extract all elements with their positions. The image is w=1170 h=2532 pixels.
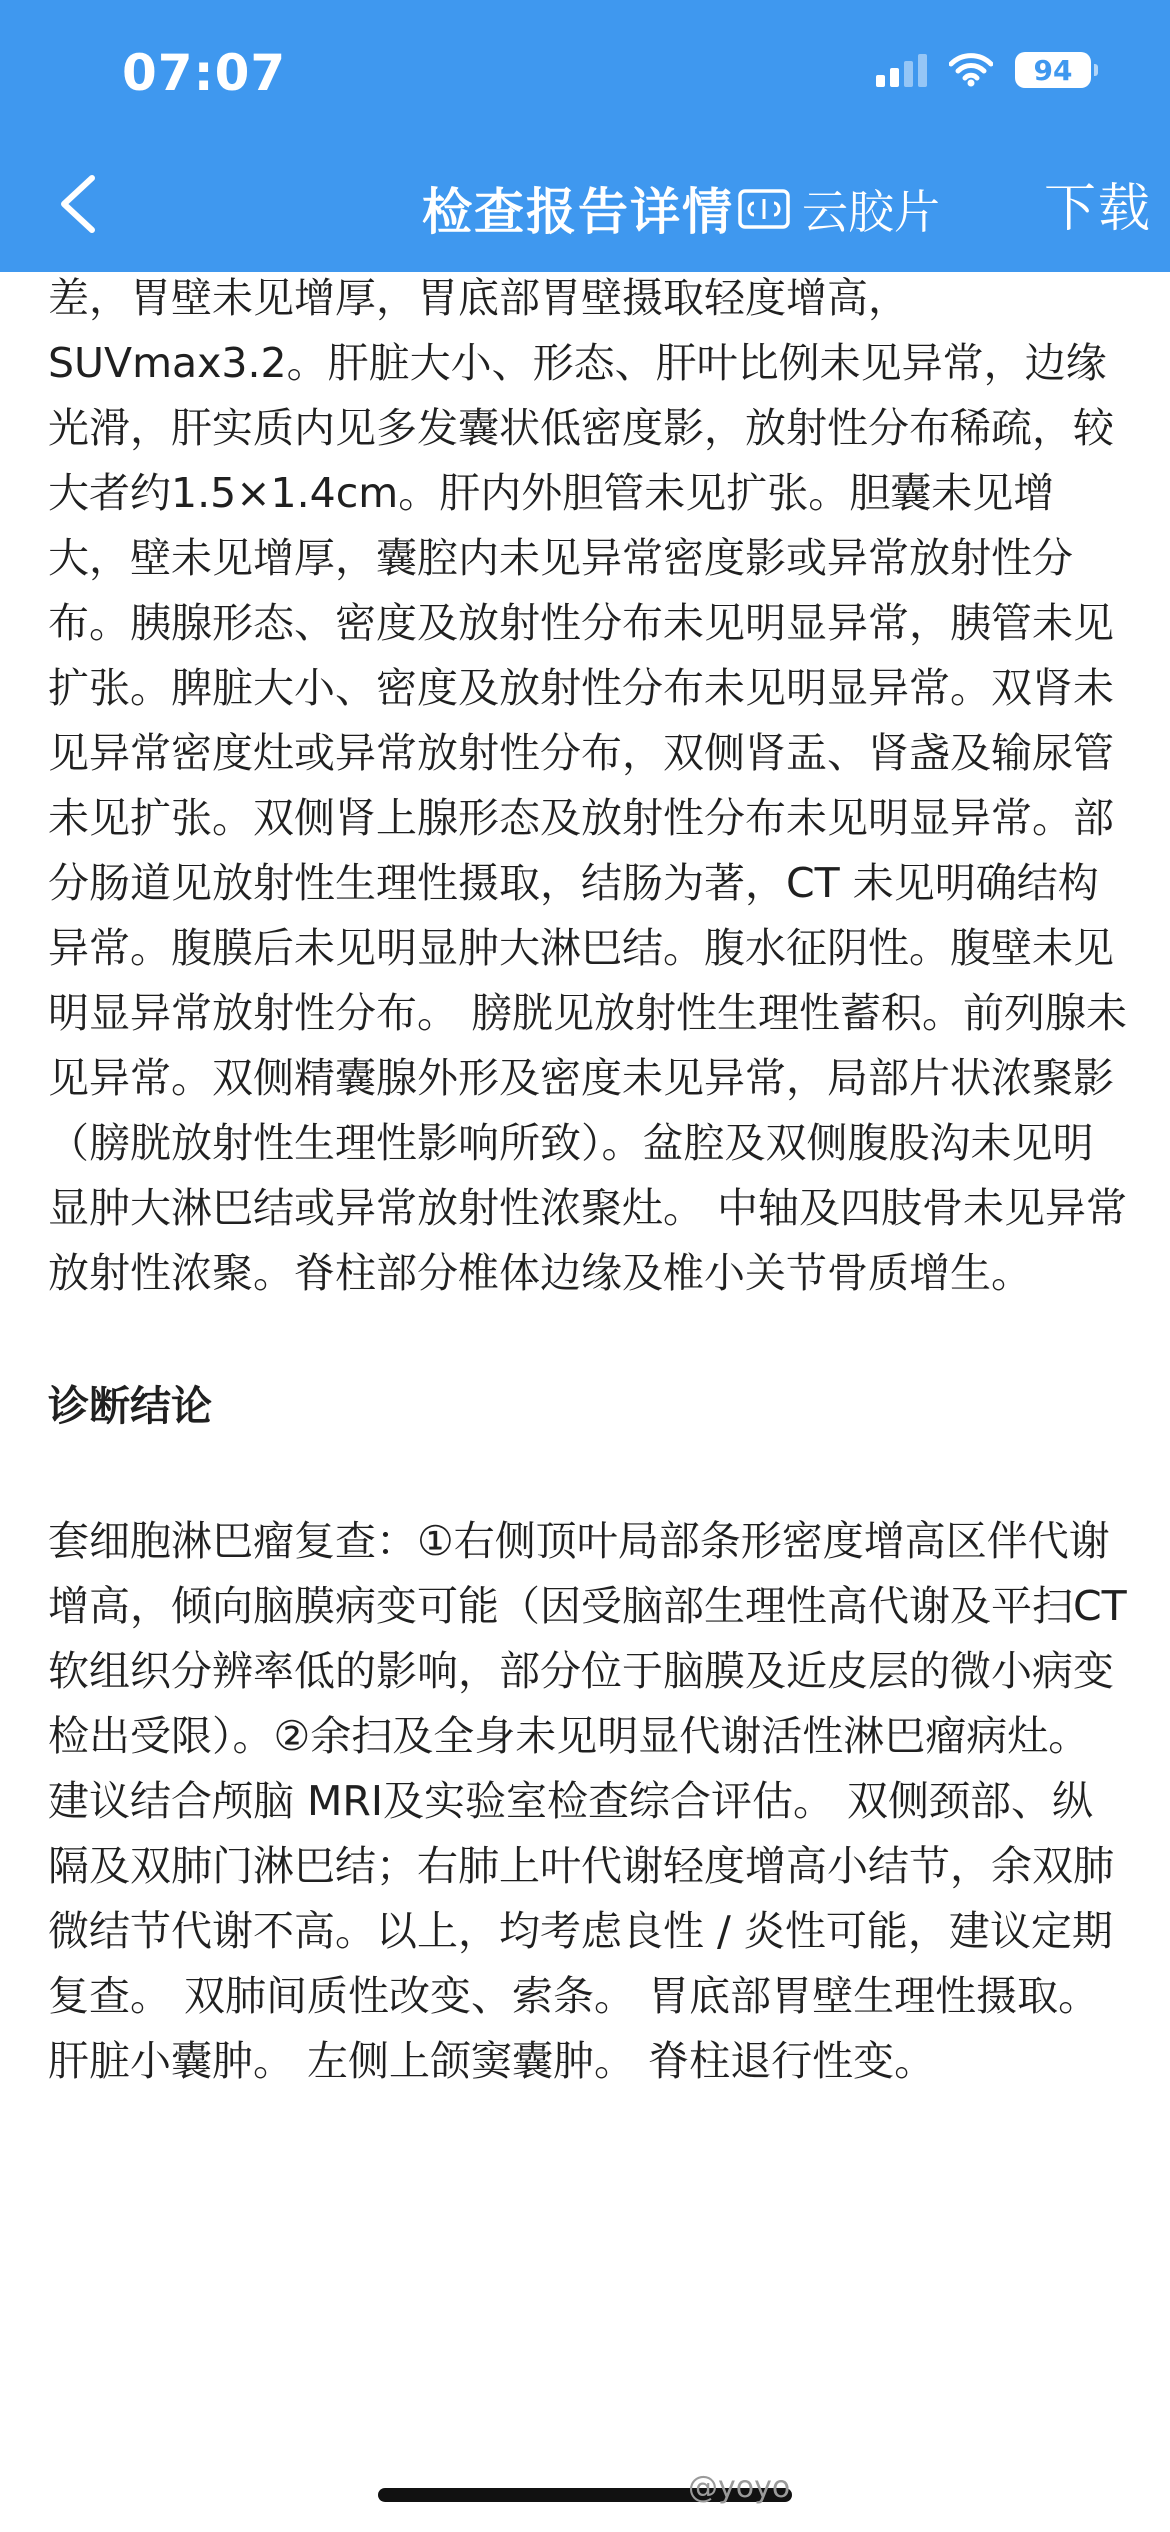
conclusion-text: 套细胞淋巴瘤复查：①右侧顶叶局部条形密度增高区伴代谢增高，倾向脑膜病变可能（因受脑部生理性高代谢及平扫CT软组织分辨率低的影响，部分位于脑膜及近皮层的微小病变检出受限）。②余扫及全身未见明显代谢活性淋巴瘤病灶。建议结合颅脑 MRI及实验室检查综合评估。 双侧颈部、纵隔及双肺门淋巴结；右肺上叶代谢轻度增高小结节，余双肺微结节代谢不高。以上，均考虑良性 / 炎性可能，建议定期复查。 双肺间质性改变、索条。 胃底部胃壁生理性摄取。肝脏小囊肿。 左侧上颌窦囊肿。 脊柱退行性变。 bbox=[48, 1517, 1127, 2085]
battery-icon bbox=[1015, 52, 1098, 88]
wifi-icon bbox=[949, 53, 993, 87]
cloud-film-label: 云胶片 bbox=[802, 185, 940, 239]
cellular-signal-icon bbox=[876, 53, 927, 87]
findings-text: 差，胃壁未见增厚，胃底部胃壁摄取轻度增高，SUVmax3.2。肝脏大小、形态、肝叶比例未见异常，边缘光滑，肝实质内见多发囊状低密度影，放射性分布稀疏，较大者约1.5×1.4cm。肝内外胆管未见扩张。胆囊未见增大，壁未见增厚，囊腔内未见异常密度影或异常放射性分布。胰腺形态、密度及放射性分布未见明显异常，胰管未见扩张。脾脏大小、密度及放射性分布未见明显异常。双肾未见异常密度灶或异常放射性分布，双侧肾盂、肾盏及输尿管未见扩张。双侧肾上腺形态及放射性分布未见明显异常。部分肠道见放射性生理性摄取，结肠为著，CT 未见明确结构异常。腹膜后未见明显肿大淋巴结。腹水征阴性。腹壁未见明显异常放射性分布。 膀胱见放射性生理性蓄积。前列腺未见异常。双侧精囊腺外形及密度未见异常，局部片状浓聚影（膀胱放射性生理性影响所致）。盆腔及双侧腹股沟未见明显肿大淋巴结或异常放射性浓聚灶。 中轴及四肢骨未见异常放射性浓聚。脊柱部分椎体边缘及椎小关节骨质增生。 bbox=[48, 274, 1128, 1297]
download-button[interactable]: 下载 bbox=[1043, 179, 1152, 239]
page-title: 检查报告详情 bbox=[422, 183, 734, 241]
battery-level: 94 bbox=[1015, 52, 1091, 88]
back-arrow-icon[interactable] bbox=[50, 164, 110, 244]
watermark: @yoyo bbox=[688, 2470, 791, 2505]
film-icon bbox=[736, 187, 792, 231]
status-time: 07:07 bbox=[122, 44, 287, 102]
status-icons bbox=[876, 52, 1098, 88]
report-content bbox=[48, 266, 1128, 2094]
cloud-film-button[interactable] bbox=[736, 176, 940, 242]
conclusion-title: 诊断结论 bbox=[48, 1382, 212, 1430]
app-header bbox=[0, 0, 1170, 272]
